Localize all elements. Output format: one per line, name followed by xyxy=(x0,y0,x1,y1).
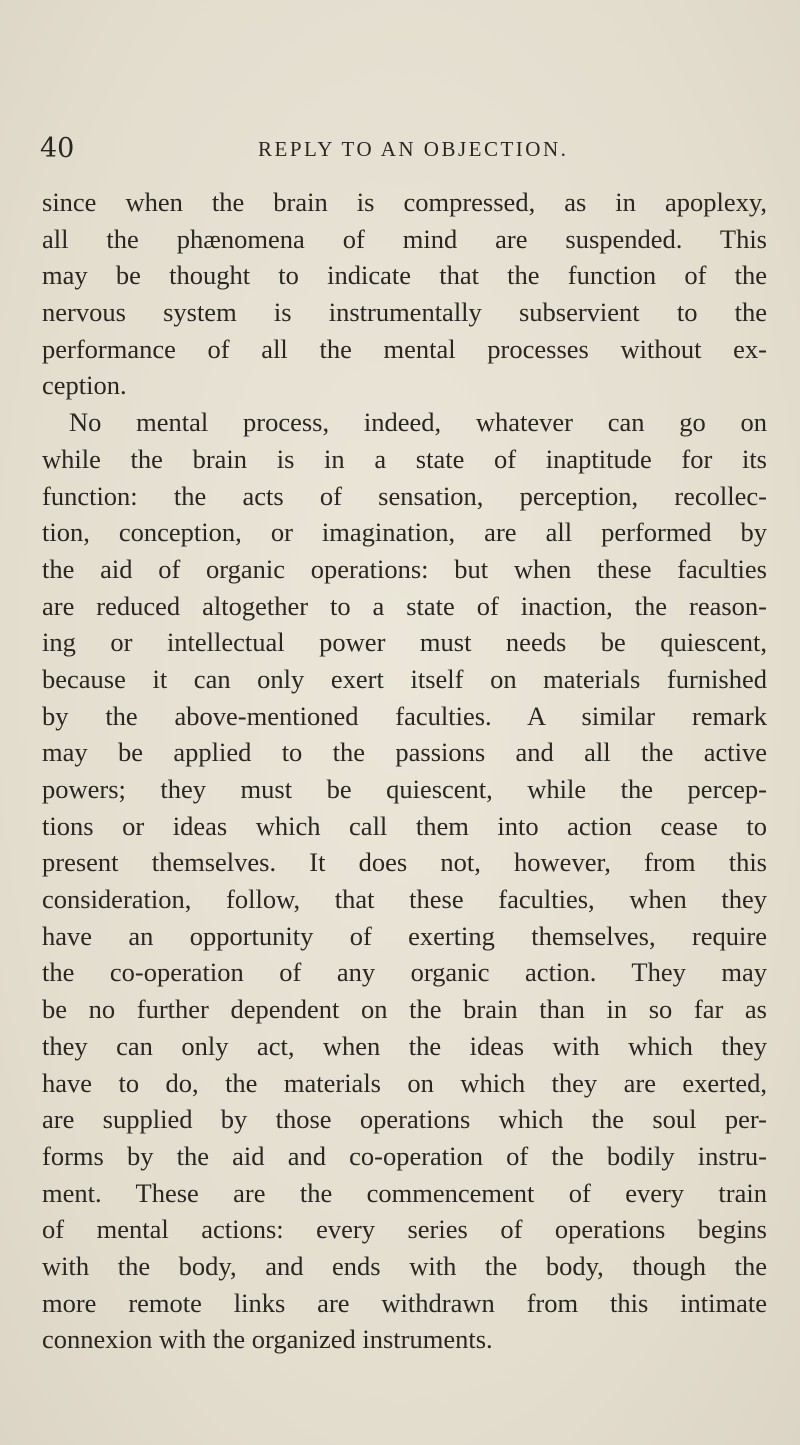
text-line: forms by the aid and co-operation of the bodily instru- xyxy=(42,1140,767,1171)
text-line: have an opportunity of exerting themselves, require xyxy=(42,920,767,951)
text-line: powers; they must be quiescent, while the percep- xyxy=(42,774,767,804)
text-line: No mental process, indeed, whatever can go on xyxy=(69,407,767,438)
text-line: with the body, and ends with the body, though the xyxy=(42,1250,767,1281)
text-line: tions or ideas which call them into action cease to xyxy=(42,810,767,841)
text-line: ing or intellectual power must needs be quiescent, xyxy=(42,627,767,658)
text-line: have to do, the materials on which they are exerted, xyxy=(42,1067,767,1098)
text-line: ment. These are the commencement of every train xyxy=(42,1177,767,1208)
text-line: consideration, follow, that these faculties, when they xyxy=(42,884,767,915)
text-line: all the phænomena of mind are suspended. This xyxy=(42,223,767,254)
text-line: nervous system is instrumentally subservient to the xyxy=(42,297,767,328)
page-number: 40 xyxy=(40,133,75,164)
text-line: are reduced altogether to a state of inaction, the reason- xyxy=(42,590,767,621)
text-line: performance of all the mental processes without ex- xyxy=(42,333,767,364)
text-line: may be applied to the passions and all the active xyxy=(42,737,767,768)
paragraph-2 xyxy=(42,404,767,1358)
running-title: REPLY TO AN OBJECTION. xyxy=(258,137,569,161)
text-line: more remote links are withdrawn from this intimate xyxy=(42,1287,767,1318)
text-line: the aid of organic operations: but when these faculties xyxy=(42,553,767,584)
paragraph-1 xyxy=(42,184,767,404)
running-head xyxy=(40,133,770,173)
text-line: ception. xyxy=(42,370,127,401)
text-line: while the brain is in a state of inaptitude for its xyxy=(42,443,767,474)
text-line: may be thought to indicate that the function of the xyxy=(42,260,767,291)
text-line: by the above-mentioned faculties. A similar remark xyxy=(42,700,767,731)
text-line: present themselves. It does not, however, from this xyxy=(42,847,767,878)
text-line: since when the brain is compressed, as in apoplexy, xyxy=(42,187,767,217)
text-line: tion, conception, or imagination, are all performed by xyxy=(42,517,767,548)
text-line: because it can only exert itself on materials furnished xyxy=(42,663,767,694)
text-line: of mental actions: every series of operations begins xyxy=(42,1214,767,1245)
text-line: connexion with the organized instruments. xyxy=(42,1324,493,1355)
text-line: they can only act, when the ideas with which they xyxy=(42,1030,767,1061)
body-text xyxy=(42,184,767,1358)
text-line: the co-operation of any organic action. They may xyxy=(42,957,767,988)
text-line: are supplied by those operations which the soul per- xyxy=(42,1104,767,1135)
text-line: be no further dependent on the brain than in so far as xyxy=(42,994,767,1025)
text-line: function: the acts of sensation, perception, recollec- xyxy=(42,480,767,511)
